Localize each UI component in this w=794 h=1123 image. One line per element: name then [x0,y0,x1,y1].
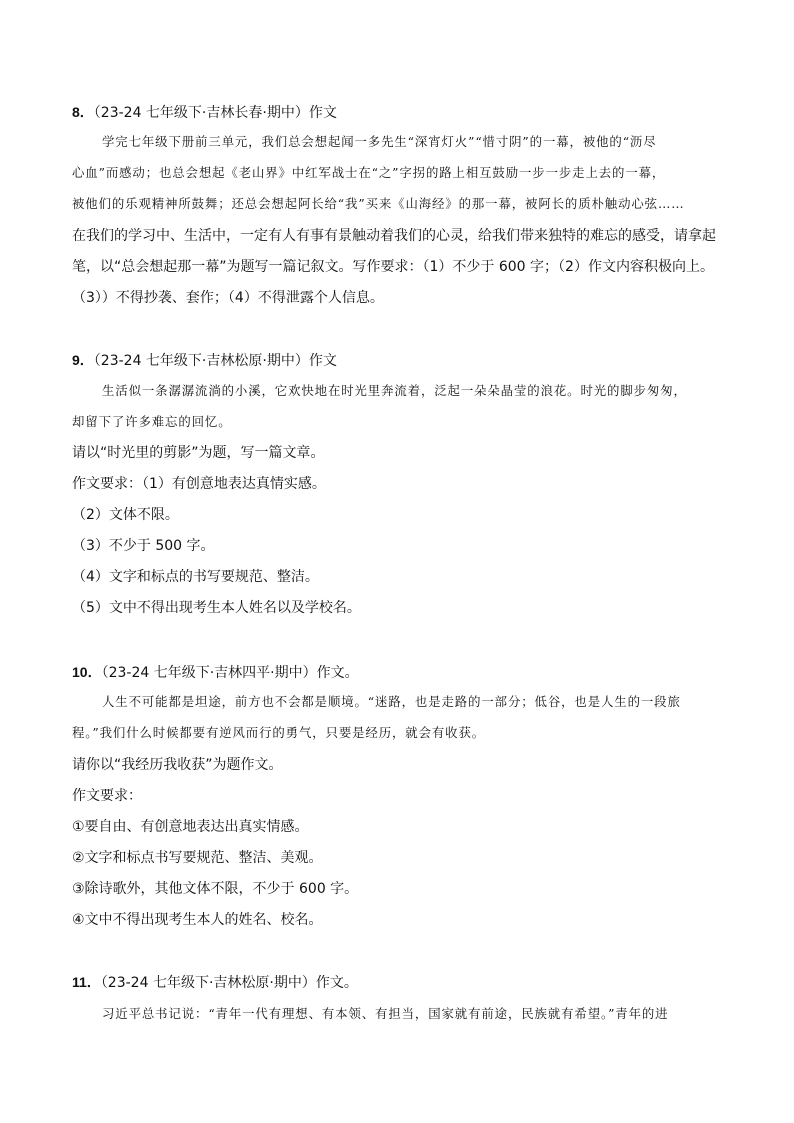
material-line: 程。”我们什么时候都要有逆风而行的勇气，只要是经历，就会有收获。 [72,725,486,740]
material-line: 学完七年级下册前三单元，我们总会想起闻一多先生“深宵灯火”“惜寸阴”的一幕，被他的“沥尽 [102,134,657,149]
body-line: ③除诗歌外，其他文体不限，不少于 600 字。 [72,881,359,897]
body-line: （4）文字和标点的书写要规范、整洁。 [72,569,319,585]
body-line: 请你以“我经历我收获”为题作文。 [72,757,283,773]
question-11-heading [72,972,358,993]
body-line: 在我们的学习中、生活中，一定有人有事有景触动着我们的心灵，给我们带来独特的难忘的感受，请拿起 [72,228,716,244]
material-line: 人生不可能都是坦途，前方也不会都是顺境。“迷路，也是走路的一部分；低谷，也是人生的一段旅 [102,694,681,709]
question-source: （23-24 七年级下·吉林松原·期中）作文。 [100,975,358,991]
body-line: （3）不少于 500 字。 [72,538,215,554]
material-line: 被他们的乐观精神所鼓舞；还总会想起阿长给“我”买来《山海经》的那一幕，被阿长的质朴触动心弦…… [72,196,685,211]
body-line: 笔，以“总会想起那一幕”为题写一篇记叙文。写作要求：（1）不少于 600 字；（2）作文内容积极向上。 [72,259,714,275]
question-number: 10． [72,664,102,680]
body-line: ④文中不得出现考生本人的姓名、校名。 [72,912,323,928]
question-9-heading [72,350,337,371]
body-line: 请以“时光里的剪影”为题，写一篇文章。 [72,445,325,461]
material-line: 生活似一条潺潺流淌的小溪，它欢快地在时光里奔流着，泛起一朵朵晶莹的浪花。时光的脚步匆匆， [102,383,687,398]
body-line: （2）文体不限。 [72,507,179,523]
body-line: 作文要求：（1）有创意地表达真情实感。 [72,476,326,492]
material-line: 习近平总书记说：“青年一代有理想、有本领、有担当，国家就有前途，民族就有希望。”青年的进 [102,1006,669,1021]
question-source: （23-24 七年级下·吉林四平·期中）作文。 [101,665,359,681]
body-line: 作文要求： [72,788,142,804]
question-8-heading [72,102,337,123]
question-number: 8． [72,104,94,120]
body-line: ①要自由、有创意地表达出真实情感。 [72,819,309,835]
question-number: 11． [72,974,101,990]
question-number: 9． [72,352,94,368]
material-line: 却留下了许多难忘的回忆。 [72,414,232,429]
body-line: ②文字和标点书写要规范、整洁、美观。 [72,850,323,866]
question-10-heading [72,662,359,683]
body-line: （3））不得抄袭、套作；（4）不得泄露个人信息。 [72,290,384,306]
material-line: 心血”而感动；也总会想起《老山界》中红军战士在“之”字拐的路上相互鼓励一步一步走上去的一幕， [72,165,666,180]
question-source: （23-24 七年级下·吉林长春·期中）作文 [93,105,337,121]
question-source: （23-24 七年级下·吉林松原·期中）作文 [93,353,337,369]
body-line: （5）文中不得出现考生本人姓名以及学校名。 [72,600,361,616]
